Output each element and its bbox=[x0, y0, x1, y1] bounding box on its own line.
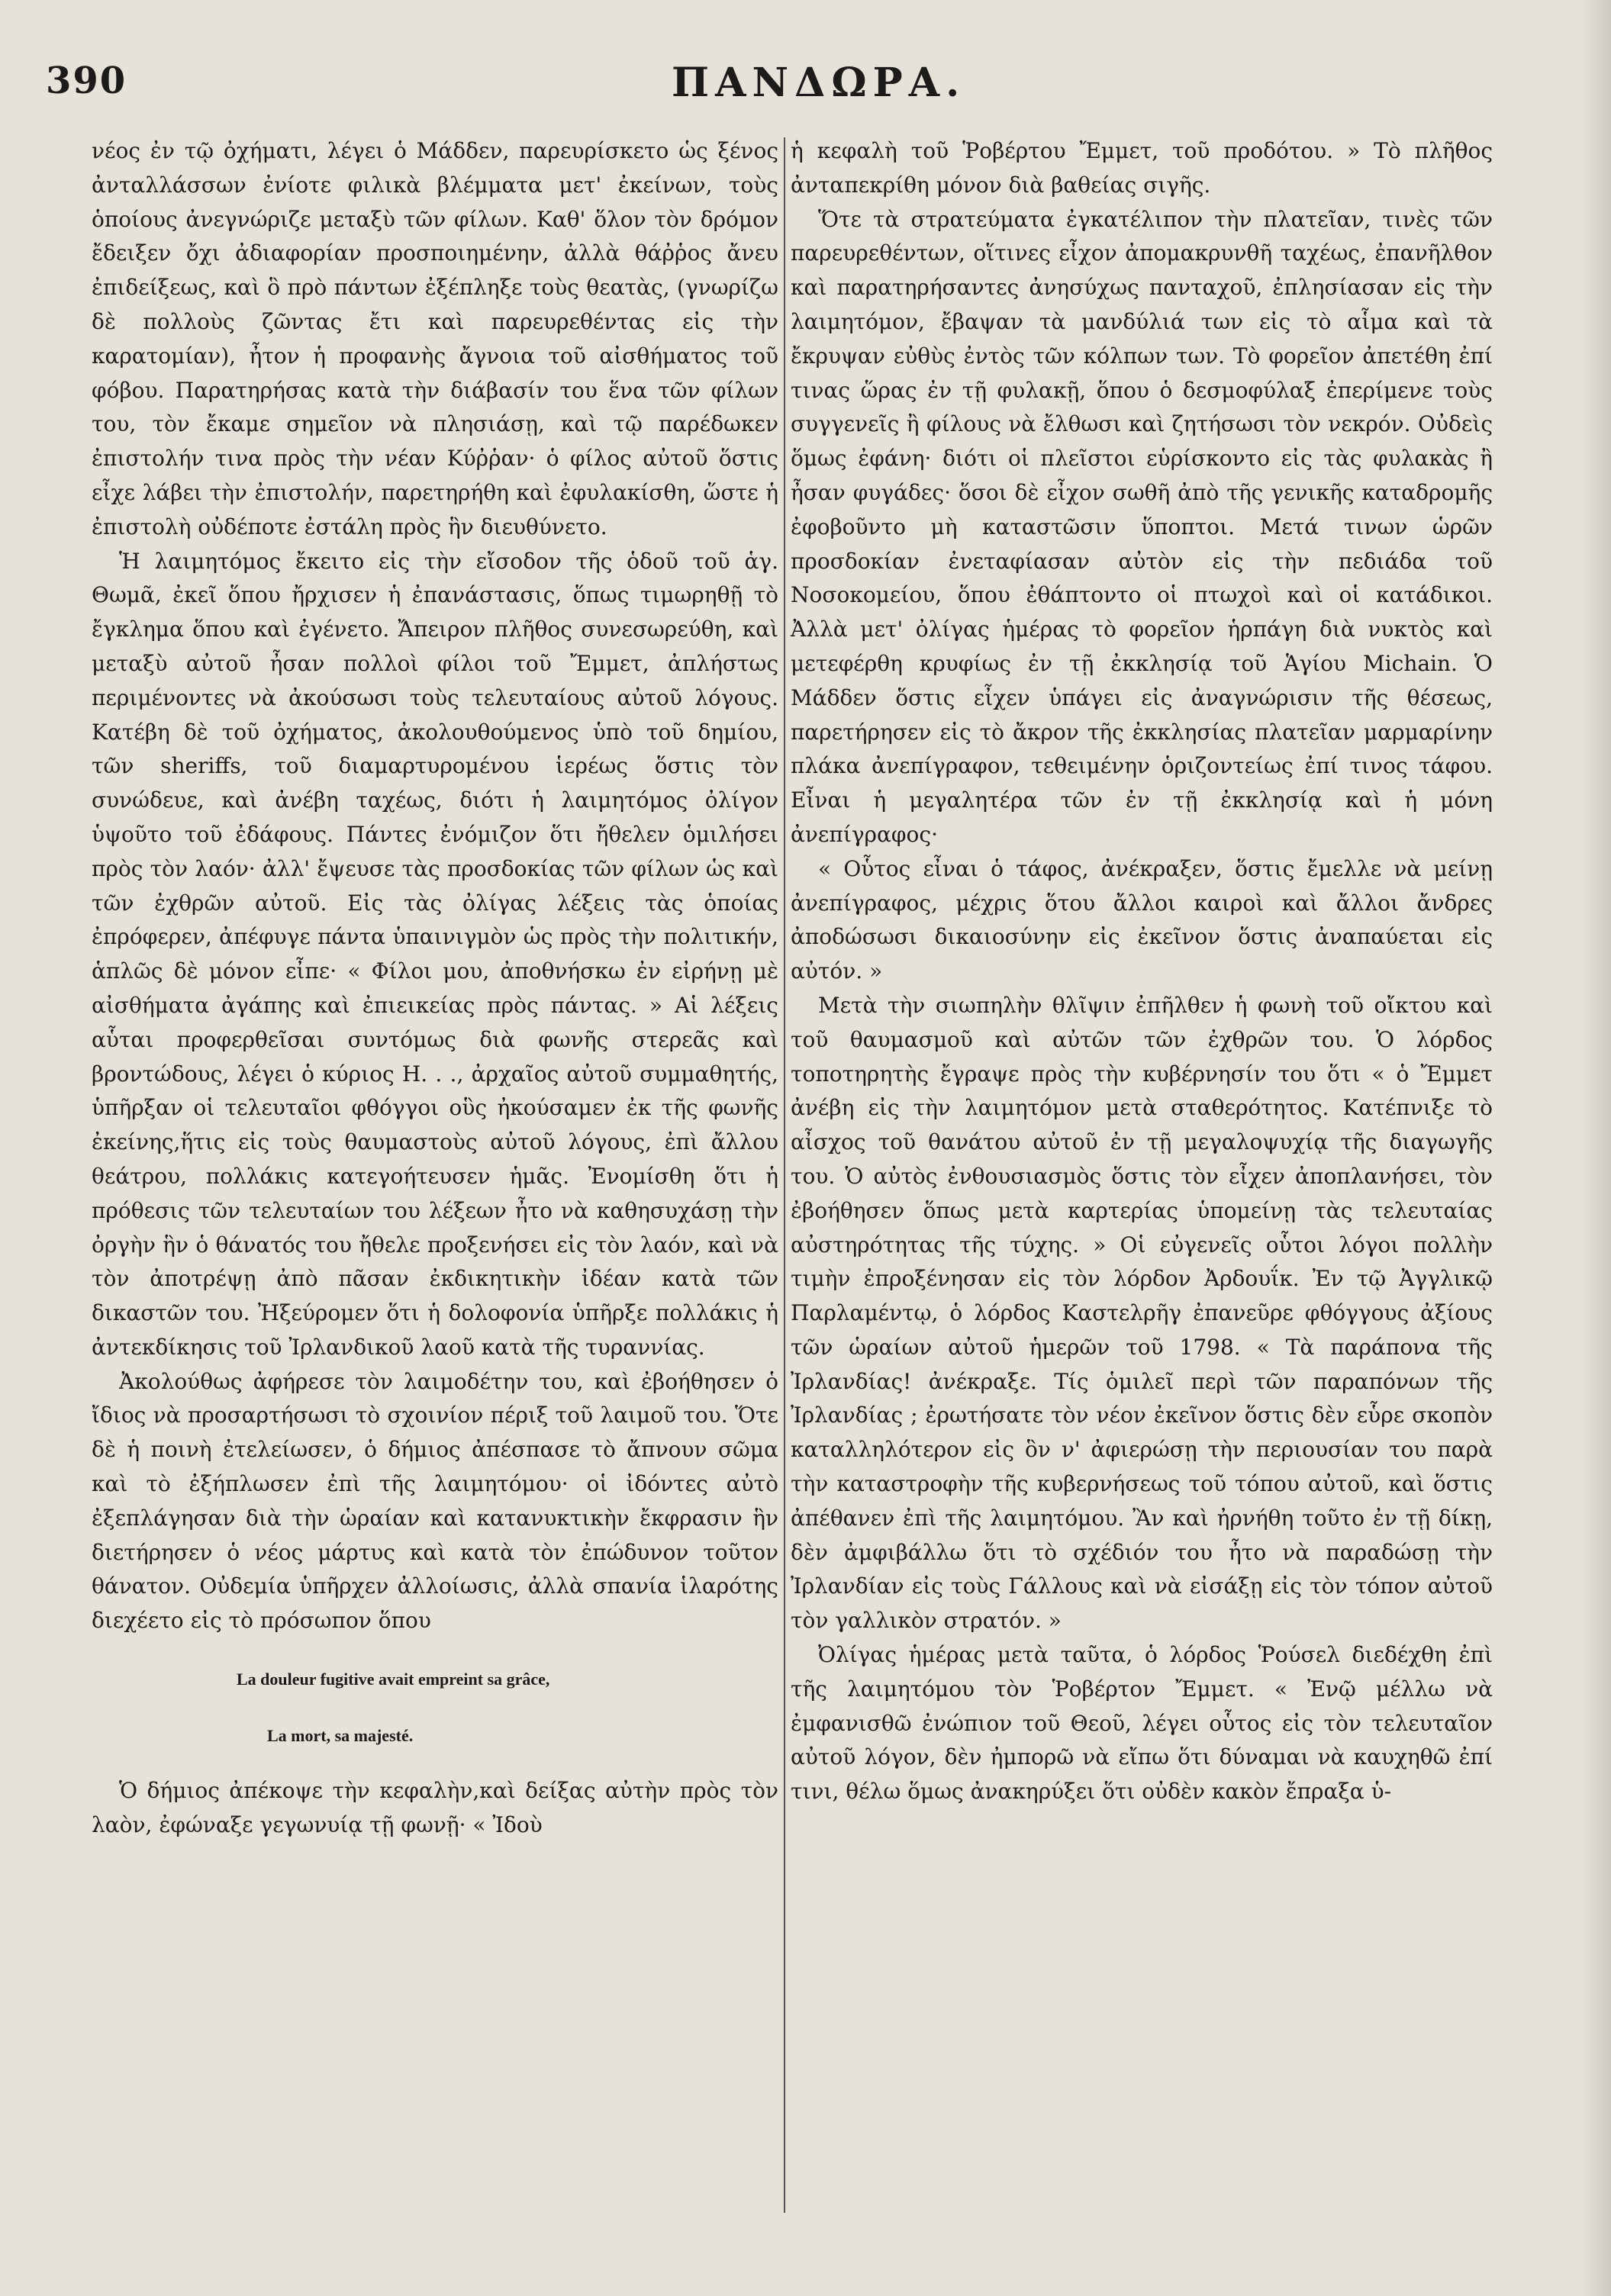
page-header bbox=[0, 60, 1611, 121]
paragraph: νέος ἐν τῷ ὀχήματι, λέγει ὁ Μάδδεν, παρευρίσκετο ὡς ξένος ἀνταλλάσσων ἐνίοτε φιλικὰ βλέμματα μετ' ἐκείνων, τοὺς ὁποίους ἀνεγνώριζε μεταξὺ τῶν φίλων. Καθ' ὅλον τὸν δρόμον ἔδειξεν ὄχι ἀδιαφορίαν προσποιημένην, ἀλλὰ θάῤῥος ἄνευ ἐπιδείξεως, καὶ ὃ πρὸ πάντων ἐξέπληξε τοὺς θεατὰς, (γνωρίζω δὲ πολλοὺς ζῶντας ἔτι καὶ παρευρεθέντας εἰς τὴν καρατομίαν), ἦτον ἡ προφανὴς ἄγνοια τοῦ αἰσθήματος τοῦ φόβου. Παρατηρήσας κατὰ τὴν διάβασίν του ἕνα τῶν φίλων του, τὸν ἔκαμε σημεῖον νὰ πλησιάσῃ, καὶ τῷ παρέδωκεν ἐπιστολήν τινα πρὸς τὴν νέαν Κύῤῥαν· ὁ φίλος αὐτοῦ ὅστις εἶχε λάβει τὴν ἐπιστολήν, παρετηρήθη καὶ ἐφυλακίσθη, ὥστε ἡ ἐπιστολὴ οὐδέποτε ἐστάλη πρὸς ἣν διευθύνετο. bbox=[92, 138, 778, 539]
paragraph: Ἀκολούθως ἀφήρεσε τὸν λαιμοδέτην του, καὶ ἐβοήθησεν ὁ ἴδιος νὰ προσαρτήσωσι τὸ σχοινίον πέριξ τοῦ λαιμοῦ του. Ὅτε δὲ ἡ ποινὴ ἐτελείωσεν, ὁ δήμιος ἀπέσπασε τὸ ἄπνουν σῶμα καὶ τὸ ἐξήπλωσεν ἐπὶ τῆς λαιμητόμου· οἱ ἰδόντες αὐτὸ ἐξεπλάγησαν διὰ τὴν ὡραίαν καὶ κατανυκτικὴν ἔκφρασιν ἣν διετήρησεν ὁ νέος μάρτυς καὶ κατὰ τὸν ἐπώδυνον τοῦτον θάνατον. Οὐδεμία ὑπῆρχεν ἀλλοίωσις, ἀλλὰ σπανία ἱλαρότης διεχέετο εἰς τὸ πρόσωπον ὅπου bbox=[92, 1368, 778, 1634]
verse-line: La mort, sa majesté. bbox=[267, 1726, 414, 1746]
column-divider bbox=[784, 137, 785, 2213]
right-column bbox=[791, 134, 1493, 1809]
french-verse-quote bbox=[92, 1664, 778, 1751]
paragraph: « Οὗτος εἶναι ὁ τάφος, ἀνέκραξεν, ὅστις ἔμελλε νὰ μείνῃ ἀνεπίγραφος, μέχρις ὅτου ἄλλοι καιροὶ καὶ ἄλλοι ἄνδρες ἀποδώσωσι δικαιοσύνην εἰς ἐκεῖνον ὅστις ἀναπαύεται εἰς αὐτόν. » bbox=[791, 855, 1493, 984]
paragraph: Ὁ δήμιος ἀπέκοψε τὴν κεφαλὴν,καὶ δείξας αὐτὴν πρὸς τὸν λαὸν, ἐφώναξε γεγωνυίᾳ τῇ φωνῇ· « Ἰδοὺ bbox=[92, 1778, 778, 1837]
paragraph: Ὀλίγας ἡμέρας μετὰ ταῦτα, ὁ λόρδος Ῥούσελ διεδέχθη ἐπὶ τῆς λαιμητόμου τὸν Ῥοβέρτον Ἔμμετ. « Ἐνῷ μέλλω νὰ ἐμφανισθῶ ἐνώπιον τοῦ Θεοῦ, λέγει οὗτος εἰς τὸν τελευταῖον αὐτοῦ λόγον, δὲν ἠμπορῶ νὰ εἴπω ὅτι δύναμαι νὰ καυχηθῶ ἐπί τινι, θέλω ὅμως ἀνακηρύξει ὅτι οὐδὲν κακὸν ἔπραξα ὑ- bbox=[791, 1642, 1493, 1805]
running-title: ΠΑΝΔΩΡΑ. bbox=[672, 60, 966, 106]
paragraph: Μετὰ τὴν σιωπηλὴν θλῖψιν ἐπῆλθεν ἡ φωνὴ τοῦ οἴκτου καὶ τοῦ θαυμασμοῦ καὶ αὐτῶν τῶν ἐχθρῶν του. Ὁ λόρδος τοποτηρητὴς ἔγραψε πρὸς τὴν κυβέρνησίν του ὅτι « ὁ Ἔμμετ ἀνέβη εἰς τὴν λαιμητόμον μετὰ σταθερότητος. Κατέπνιξε τὸ αἶσχος τοῦ θανάτου αὐτοῦ ἐν τῇ μεγαλοψυχίᾳ τῆς διαγωγῆς του. Ὁ αὐτὸς ἐνθουσιασμὸς ὅστις τὸν εἶχεν ἀποπλανήσει, τὸν ἐβοήθησεν ὅπως μετὰ καρτερίας ὑπομείνῃ τὰς τελευταίας αὐστηρότητας τῆς τύχης. » Οἱ εὐγενεῖς οὗτοι λόγοι πολλὴν τιμὴν ἐπροξένησαν εἰς τὸν λόρδον Ἀρδουΐκ. Ἐν τῷ Ἀγγλικῷ Παρλαμέντῳ, ὁ λόρδος Καστελρῆγ ἐπανεῦρε φθόγγους ἀξίους τῶν ὡραίων αὐτοῦ ἡμερῶν τοῦ 1798. « Τὰ παράπονα τῆς Ἰρλανδίας! ἀνέκραξε. Τίς ὁμιλεῖ περὶ τῶν παραπόνων τῆς Ἰρλανδίας ; ἐρωτήσατε τὸν νέον ἐκεῖνον ὅστις δὲν εὗρε σκοπὸν καταλληλότερον εἰς ὃν ν' ἀφιερώσῃ τὴν περιουσίαν του παρὰ τὴν καταστροφὴν τῆς κυβερνήσεως τοῦ τόπου αὐτοῦ, καὶ ὅστις ἀπέθανεν ἐπὶ τῆς λαιμητόμου. Ἂν καὶ ἠρνήθη τοῦτο ἐν τῇ δίκῃ, δὲν ἀμφιβάλλω ὅτι τὸ σχέδιόν του ἦτο νὰ παραδώσῃ τὴν Ἰρλανδίαν εἰς τοὺς Γάλλους καὶ νὰ εἰσάξῃ εἰς τὸν τόπον αὐτοῦ τὸν γαλλικὸν στρατόν. » bbox=[791, 992, 1493, 1634]
page-number: 390 bbox=[46, 60, 127, 102]
paragraph: Ἡ λαιμητόμος ἔκειτο εἰς τὴν εἴσοδον τῆς ὁδοῦ τοῦ ἁγ. Θωμᾶ, ἐκεῖ ὅπου ἤρχισεν ἡ ἐπανάστασις, ὅπως τιμωρηθῇ τὸ ἔγκλημα ὅπου καὶ ἐγένετο. Ἄπειρον πλῆθος συνεσωρεύθη, καὶ μεταξὺ αὐτοῦ ἦσαν πολλοὶ φίλοι τοῦ Ἔμμετ, ἀπλήστως περιμένοντες νὰ ἀκούσωσι τοὺς τελευταίους αὐτοῦ λόγους. Κατέβη δὲ τοῦ ὀχήματος, ἀκολουθούμενος ὑπὸ τοῦ δημίου, τῶν sheriffs, τοῦ διαμαρτυρομένου ἱερέως ὅστις τὸν συνώδευε, καὶ ἀνέβη ταχέως, διότι ἡ λαιμητόμος ὀλίγον ὑψοῦτο τοῦ ἐδάφους. Πάντες ἐνόμιζον ὅτι ἤθελεν ὁμιλήσει πρὸς τὸν λαόν· ἀλλ' ἔψευσε τὰς προσδοκίας τῶν φίλων ὡς καὶ τῶν ἐχθρῶν αὐτοῦ. Εἰς τὰς ὀλίγας λέξεις τὰς ὁποίας ἐπρόφερεν, ἀπέφυγε πάντα ὑπαινιγμὸν ὡς πρὸς τὴν πολιτικήν, ἁπλῶς δὲ μόνον εἶπε· « Φίλοι μου, ἀποθνήσκω ἐν εἰρήνῃ μὲ αἰσθήματα ἀγάπης καὶ ἐπιεικείας πρὸς πάντας. » Αἱ λέξεις αὗται προφερθεῖσαι συντόμως διὰ φωνῆς στερεᾶς καὶ βροντώδους, λέγει ὁ κύριος Η. . ., ἀρχαῖος αὐτοῦ συμμαθητής, ὑπῆρξαν οἱ τελευταῖοι φθόγγοι οὓς ἠκούσαμεν ἐκ τῆς φωνῆς ἐκείνης,ἥτις εἰς τοὺς θαυμαστοὺς αὐτοῦ λόγους, ἐπὶ ἄλλου θεάτρου, πολλάκις κατεγοήτευσεν ἡμᾶς. Ἐνομίσθη ὅτι ἡ πρόθεσις τῶν τελευταίων του λέξεων ἦτο νὰ καθησυχάσῃ τὴν ὀργὴν ἣν ὁ θάνατός του ἤθελε προξενήσει εἰς τὸν λαόν, καὶ νὰ τὸν ἀποτρέψῃ ἀπὸ πᾶσαν ἐκδικητικὴν ἰδέαν κατὰ τῶν δικαστῶν του. Ἠξεύρομεν ὅτι ἡ δολοφονία ὑπῆρξε πολλάκις ἡ ἀντεκδίκησις τοῦ Ἰρλανδικοῦ λαοῦ κατὰ τῆς τυραννίας. bbox=[92, 548, 778, 1360]
left-column bbox=[92, 134, 778, 1843]
verse-line: La douleur fugitive avait empreint sa grâce, bbox=[237, 1670, 550, 1689]
paragraph: Ὅτε τὰ στρατεύματα ἐγκατέλιπον τὴν πλατεῖαν, τινὲς τῶν παρευρεθέντων, οἵτινες εἶχον ἀπομακρυνθῆ ταχέως, ἐπανῆλθον καὶ παρατηρήσαντες ἀνησύχως πανταχοῦ, ἐπλησίασαν εἰς τὴν λαιμητόμον, ἔβαψαν τὰ μανδύλιά των εἰς τὸ αἷμα καὶ τὰ ἔκρυψαν εὐθὺς ἐντὸς τῶν κόλπων των. Τὸ φορεῖον ἀπετέθη ἐπί τινας ὥρας ἐν τῇ φυλακῇ, ὅπου ὁ δεσμοφύλαξ ἐπερίμενε τοὺς συγγενεῖς ἢ φίλους νὰ ἔλθωσι καὶ ζητήσωσι τὸν νεκρόν. Οὐδεὶς ὅμως ἐφάνη· διότι οἱ πλεῖστοι εὑρίσκοντο εἰς τὰς φυλακὰς ἢ ἦσαν φυγάδες· ὅσοι δὲ εἶχον σωθῆ ἀπὸ τῆς γενικῆς καταδρομῆς ἐφοβοῦντο μὴ καταστῶσιν ὕποπτοι. Μετά τινων ὡρῶν προσδοκίαν ἐνεταφίασαν αὐτὸν εἰς τὴν πεδιάδα τοῦ Νοσοκομείου, ὅπου ἐθάπτοντο οἱ πτωχοὶ καὶ οἱ κατάδικοι. Ἀλλὰ μετ' ὀλίγας ἡμέρας τὸ φορεῖον ἡρπάγη διὰ νυκτὸς καὶ μετεφέρθη κρυφίως ἐν τῇ ἐκκλησίᾳ τοῦ Ἁγίου Michain. Ὁ Μάδδεν ὅστις εἶχεν ὑπάγει εἰς ἀναγνώρισιν τῆς θέσεως, παρετήρησεν εἰς τὸ ἄκρον τῆς ἐκκλησίας πλατεῖαν μαρμαρίνην πλάκα ἀνεπίγραφον, τεθειμένην ὁριζοντείως ἐπί τινος τάφου. Εἶναι ἡ μεγαλητέρα τῶν ἐν τῇ ἐκκλησίᾳ καὶ ἡ μόνη ἀνεπίγραφος· bbox=[791, 206, 1493, 847]
paragraph: ἡ κεφαλὴ τοῦ Ῥοβέρτου Ἔμμετ, τοῦ προδότου. » Τὸ πλῆθος ἀνταπεκρίθη μόνον διὰ βαθείας σιγῆς. bbox=[791, 138, 1493, 198]
